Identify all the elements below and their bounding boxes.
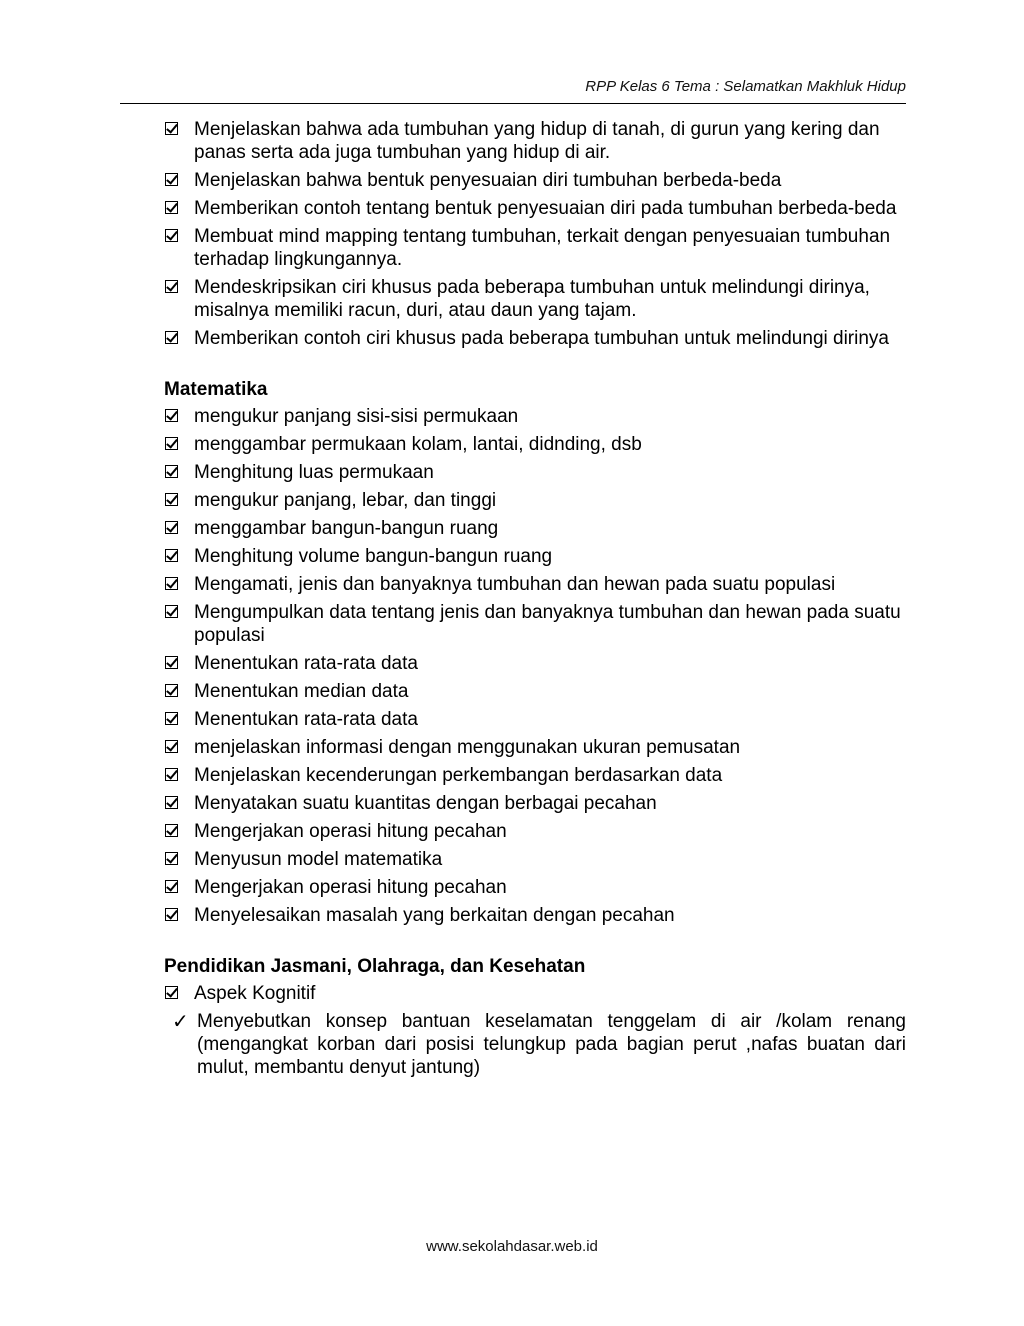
section-heading-pjok: Pendidikan Jasmani, Olahraga, dan Kesehatan: [164, 956, 586, 977]
checklist-item: [164, 982, 906, 1005]
page-content: [164, 118, 906, 1079]
checklist-item: [164, 680, 906, 703]
checklist-item: [164, 708, 906, 731]
checklist-item-text: Mengerjakan operasi hitung pecahan: [194, 821, 507, 842]
checkbox-checked-icon: [165, 796, 178, 809]
checklist-item-text: menggambar bangun-bangun ruang: [194, 518, 499, 539]
aspect-label: Aspek Kognitif: [194, 983, 316, 1004]
checkbox-checked-icon: [165, 549, 178, 562]
checkbox-checked-icon: [165, 229, 178, 242]
checklist-item-text: Mendeskripsikan ciri khusus pada beberapa tumbuhan untuk melindungi dirinya, misalnya memiliki racun, duri, atau daun yang tajam.: [194, 277, 870, 321]
checklist-item-text: Mengerjakan operasi hitung pecahan: [194, 877, 507, 898]
checkbox-checked-icon: [165, 908, 178, 921]
checkbox-checked-icon: [165, 201, 178, 214]
page-header-title: RPP Kelas 6 Tema : Selamatkan Makhluk Hidup: [585, 78, 906, 95]
checklist-item-text: Mengumpulkan data tentang jenis dan banyaknya tumbuhan dan hewan pada suatu populasi: [194, 602, 901, 646]
header-divider: [120, 103, 906, 104]
checklist-item: [164, 276, 906, 322]
checklist-item: [164, 820, 906, 843]
checkbox-checked-icon: [165, 437, 178, 450]
checkbox-checked-icon: [165, 740, 178, 753]
checkbox-checked-icon: [165, 280, 178, 293]
checklist-item-text: menjelaskan informasi dengan menggunakan ukuran pemusatan: [194, 737, 741, 758]
checklist-item-text: Menyusun model matematika: [194, 849, 443, 870]
checkbox-checked-icon: [165, 824, 178, 837]
checkbox-checked-icon: [165, 465, 178, 478]
checklist-item: [164, 792, 906, 815]
checklist-item: [164, 405, 906, 428]
ipa-checklist: [164, 118, 906, 350]
checklist-item: [164, 736, 906, 759]
checklist-item-text: mengukur panjang, lebar, dan tinggi: [194, 490, 497, 511]
checklist-item: [164, 489, 906, 512]
sub-checklist-item: [167, 1010, 906, 1079]
checklist-item: [164, 904, 906, 927]
checklist-item-text: Memberikan contoh ciri khusus pada beberapa tumbuhan untuk melindungi dirinya: [194, 328, 889, 349]
checklist-item-text: Mengamati, jenis dan banyaknya tumbuhan dan hewan pada suatu populasi: [194, 574, 836, 595]
checklist-item-text: menggambar permukaan kolam, lantai, didnding, dsb: [194, 434, 642, 455]
checkbox-checked-icon: [165, 684, 178, 697]
checklist-item-text: Membuat mind mapping tentang tumbuhan, terkait dengan penyesuaian tumbuhan terhadap lingkungannya.: [194, 226, 891, 270]
checkbox-checked-icon: [165, 122, 178, 135]
checklist-item: [164, 601, 906, 647]
checklist-item: [164, 327, 906, 350]
checkbox-checked-icon: [165, 331, 178, 344]
checklist-item-text: mengukur panjang sisi-sisi permukaan: [194, 406, 519, 427]
checklist-item: [164, 876, 906, 899]
checklist-item-text: Menjelaskan bahwa ada tumbuhan yang hidup di tanah, di gurun yang kering dan panas serta ada juga tumbuhan yang hidup di air.: [194, 119, 880, 163]
checklist-item-text: Menentukan rata-rata data: [194, 653, 418, 674]
checklist-item-text: Menentukan median data: [194, 681, 409, 702]
page-footer-url: www.sekolahdasar.web.id: [426, 1238, 598, 1255]
checkmark-icon: ✓: [172, 1009, 189, 1033]
checklist-item: [164, 517, 906, 540]
checklist-item-text: Menyelesaikan masalah yang berkaitan dengan pecahan: [194, 905, 675, 926]
checkbox-checked-icon: [165, 577, 178, 590]
checkbox-checked-icon: [165, 712, 178, 725]
checklist-item: [164, 764, 906, 787]
checkbox-checked-icon: [165, 173, 178, 186]
checklist-item: [164, 225, 906, 271]
checklist-item: [164, 573, 906, 596]
checklist-item-text: Memberikan contoh tentang bentuk penyesuaian diri pada tumbuhan berbeda-beda: [194, 198, 897, 219]
checklist-item-text: Menghitung luas permukaan: [194, 462, 434, 483]
checkbox-checked-icon: [165, 409, 178, 422]
checkbox-checked-icon: [165, 521, 178, 534]
checklist-item: [164, 118, 906, 164]
checkbox-checked-icon: [165, 656, 178, 669]
checkbox-checked-icon: [165, 768, 178, 781]
checklist-item-text: Menjelaskan kecenderungan perkembangan berdasarkan data: [194, 765, 723, 786]
checkbox-checked-icon: [165, 605, 178, 618]
checklist-item-text: Menjelaskan bahwa bentuk penyesuaian diri tumbuhan berbeda-beda: [194, 170, 782, 191]
section-heading-matematika: Matematika: [164, 379, 268, 400]
sub-item-text: Menyebutkan konsep bantuan keselamatan tenggelam di air /kolam renang (mengangkat korban dari posisi telungkup pada bagian perut ,nafas buatan dari mulut, membantu denyut jantung): [197, 1011, 906, 1078]
checkbox-checked-icon: [165, 986, 178, 999]
checklist-item: [164, 545, 906, 568]
checkbox-checked-icon: [165, 493, 178, 506]
checkbox-checked-icon: [165, 852, 178, 865]
checklist-item-text: Menyatakan suatu kuantitas dengan berbagai pecahan: [194, 793, 657, 814]
checklist-item-text: Menghitung volume bangun-bangun ruang: [194, 546, 553, 567]
checklist-item: [164, 197, 906, 220]
checklist-item: [164, 652, 906, 675]
checklist-item: [164, 461, 906, 484]
checklist-item-text: Menentukan rata-rata data: [194, 709, 418, 730]
checklist-item: [164, 848, 906, 871]
checkbox-checked-icon: [165, 880, 178, 893]
matematika-checklist: [164, 405, 906, 927]
checklist-item: [164, 433, 906, 456]
checklist-item: [164, 169, 906, 192]
